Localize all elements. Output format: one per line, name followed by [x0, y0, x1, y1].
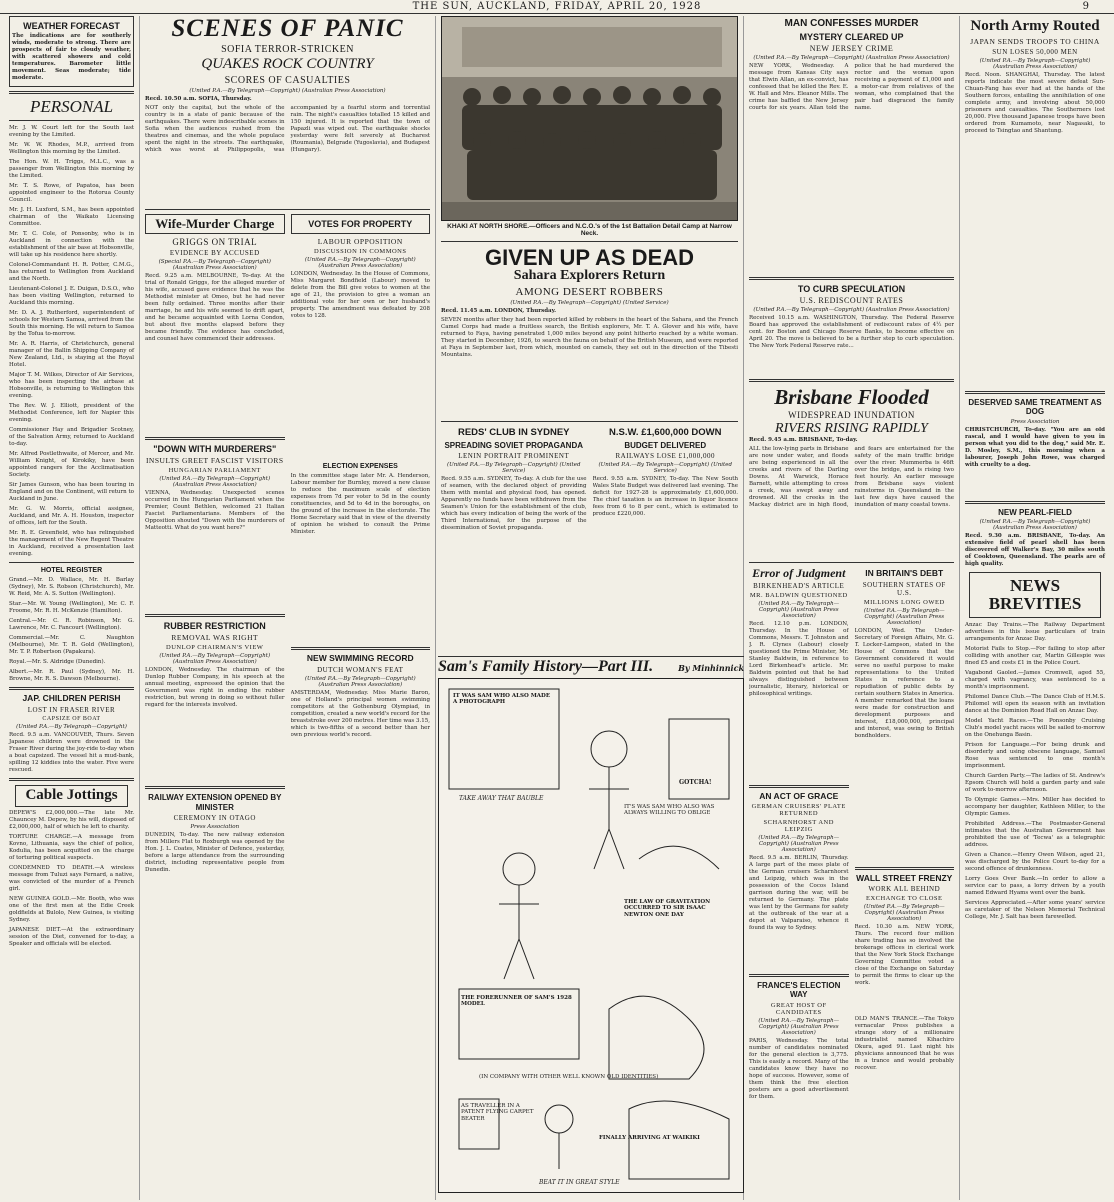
- rubber-sub: REMOVAL WAS RIGHT: [171, 633, 259, 643]
- murder-sub: MYSTERY CLEARED UP: [799, 31, 904, 42]
- scenes-credit: (United P.A.—By Telegraph—Copyright) (Australian Press Association): [189, 88, 386, 94]
- cartoon-block: [438, 656, 744, 1198]
- downwith-sub: INSULTS GREET FASCIST VISITORS: [145, 455, 284, 465]
- votes-sub2: DISCUSSION IN COMMONS: [314, 248, 407, 256]
- nsw-text: Recd. 9.55 a.m. SYDNEY, To-day. The New South Wales State Budget was delivered last evening. The deficit for 1927-28 is approximately £1,600,000. The chief taxation is an increase in liquor licence fees from 6 to 8 per cent., which is estimated to produce £220,000.: [592, 475, 738, 517]
- cartoon-label-3: THE LAW OF GRAVITATION OCCURRED TO SIR ISAAC NEWTON ONE DAY: [624, 898, 711, 918]
- cartoon-label-4: IT'S WAS SAM WHO ALSO WAS ALWAYS WILLING TO OBLIGE: [624, 803, 715, 817]
- grace-heading: AN ACT OF GRACE: [759, 790, 839, 801]
- error-sub: BIRKENHEAD'S ARTICLE: [753, 581, 845, 590]
- jap-credit: (United P.A.—By Telegraph—Copyright): [16, 724, 127, 730]
- brevities-list: [965, 622, 1105, 921]
- personal-heading: PERSONAL: [29, 97, 114, 117]
- reds-heading: REDS' CLUB IN SYDNEY: [457, 426, 570, 438]
- cartoon-label-1: IT WAS SAM WHO ALSO MADE A PHOTOGRAPH: [453, 692, 551, 706]
- dead-heading: GIVEN UP AS DEAD: [484, 245, 695, 270]
- swim-sub: DUTCH WOMAN'S FEAT: [317, 666, 404, 675]
- column-1: [4, 16, 140, 1200]
- personal-item: Mr. T. C. Cole, of Ponsonby, who is in Auckland in connection with the establishment of the air base at Hobsonville, will take up his residence here shortly.: [9, 231, 134, 259]
- scenes-text: NOT only the capital, but the whole of the country is in a state of panic because of the earthquakes. There were indescribable scenes in Sofia when the audiences rushed from the theatres and cinemas, and the whole populace spent the night in the streets. The earthquake, which was worst at Philippopolis, was accompanied by a fearful storm and torrential rain. The night's casualties totalled 15 killed and 150 injured. It is reported that the town of Papazli was wiped out. The earthquake shocks yesterday were felt severely at Bucharest (Roumania), Belgrade (Yugoslavia), and Budapest (Hungary).: [145, 105, 430, 153]
- hotel-item: Star.—Mr. W. Young (Wellington), Mr. C. F. Froome, Mr. R. H. McKenzie (Hamilton).: [9, 601, 134, 615]
- swim-text: AMSTERDAM, Wednesday. Miss Marie Baron, one of Holland's principal women swimming competitors at the Gothenburg Olympiad, in competition, created a new world's record for the breaststroke over 200 metres. Her time was 3.15, which is two-fifths of a second better than her own previous world's record.: [290, 690, 430, 739]
- murder-text: NEW YORK, Wednesday. A message from Kansas City says that Elwin Allan, an ex-convict, has confessed that he killed the Rev. E. W. Hall and Mrs. Eleanor Mills. The crime has baffled the New Jersey courts for six years. Allan told the police that he had murdered the rector and the woman upon receiving a payment of £1,000 and a motor-car from relatives of the woman, who complained that the pair had disgraced the family name.: [749, 62, 954, 111]
- brevity-item: Prohibited Address.—The Postmaster-General intimates that the Australian Government has prohibited the use of 'Tecwa' as a telegraphic address.: [965, 820, 1105, 848]
- right-subcolumn: [291, 214, 431, 876]
- rubber-text: LONDON, Wednesday. The chairman of the Dunlop Rubber Company, in his speech at the annual meeting, expressed the opinion that the Government was right in ending the rubber restriction, but wrong in doing so without fuller regard for the interests involved.: [145, 667, 285, 709]
- grace-credit: (United P.A.—By Telegraph—Copyright) (Australian Press Association): [758, 835, 840, 854]
- brisbane-text: ALL the low-lying parts in Brisbane are now under water, and floods are being experienced in all the creeks and rivers of the Darling Downs. At Warwick, Horace Barnett, while attempting to cross a creek, was swept away and drowned. All the creeks in the Mackay district are in high flood, and fears are entertained for the safety of the main traffic bridge over the river. Mummerba is 46ft over the bridge, and is rising two feet hourly. An earlier message from Brisbane says violent rainstorms in Queensland in the last few days have caused the inundation of many coastal towns.: [749, 445, 954, 508]
- dog-text: CHRISTCHURCH, To-day. "You are an old rascal, and I would have given to you in person what you did to the dog," said Mr. E. D. Mosley, S.M., this morning when a labourer, Joseph John Rowe, was charged with cruelty to a dog.: [965, 426, 1105, 468]
- murder-heading: MAN CONFESSES MURDER: [784, 18, 919, 29]
- brisbane-heading: Brisbane Flooded: [774, 385, 929, 410]
- personal-item: Mr. Alfred Postlethwaite, of Mercer, and Mr. William Knight, of Kirokiky, have been appointed rangers for the Acclimatisation Society.: [9, 451, 134, 479]
- brisbane-dateline: Recd. 9.45 a.m. BRISBANE, To-day.: [749, 436, 858, 443]
- france-text: PARIS, Wednesday. The total number of candidates nominated for the general election is 3,775. This is easily a record. Many of the candidates know they have no hope of success. However, some of them think the free election posters are a good advertisement for them.: [749, 1037, 849, 1100]
- debt-sub2: MILLIONS LONG OWED: [863, 598, 945, 606]
- jap-sub: LOST IN FRASER RIVER: [27, 706, 116, 714]
- personal-item: Mr. A. R. Harris, of Christchurch, general manager of the Ballin Shipping Company of New Zealand, Ltd., is staying at the Royal Hotel.: [9, 341, 134, 369]
- army-heading: North Army Routed: [970, 18, 1100, 34]
- votes-text: LONDON, Wednesday. In the House of Commons, Miss Margaret Bondfield (Labour) moved to delete from the Bill give votes to women at the age of 21, the provision to give a woman an additional vote for her own or her husband's property. The amendment was defeated by 208 votes to 128.: [290, 271, 430, 320]
- personal-item: The Hon. W. H. Triggs, M.L.C., was a passenger from Wellington this morning by the Limited.: [9, 159, 134, 180]
- reds-sub2: LENIN PORTRAIT PROMINENT: [458, 451, 570, 460]
- brevity-item: Anzac Day Trains.—The Railway Department advertises in this issue particulars of train arrangements for Anzac Day.: [965, 621, 1105, 642]
- swim-credit: (United P.A.—By Telegraph—Copyright) (Australian Press Association): [304, 676, 416, 689]
- cartoon-label-7: FINALLY ARRIVING AT WAIKIKI: [599, 1134, 700, 1141]
- wallst-sub: WORK ALL BEHIND: [868, 885, 941, 894]
- jap-sub2: CAPSIZE OF BOAT: [42, 716, 101, 722]
- right-subcolumn: [855, 567, 955, 1103]
- army-sub: JAPAN SENDS TROOPS TO CHINA: [970, 37, 1100, 47]
- rubber-heading: RUBBER RESTRICTION: [163, 620, 266, 631]
- personal-item: Mr. J. W. Court left for the South last evening by the Limited.: [9, 125, 134, 139]
- hotel-item: Central.—Mr. C. R. Robinson, Mr. G. Lawrence, Mr. C. Fancourt (Wellington).: [9, 618, 134, 632]
- hotel-heading: HOTEL REGISTER: [40, 567, 103, 575]
- brevity-item: Vagabond Gaoled.—James Cromwell, aged 55, charged with vagrancy, was sentenced to a month's imprisonment.: [965, 669, 1105, 690]
- weather-text: The indications are for southerly winds, moderate to strong. There are prospects of fair to cloudy weather, with scattered showers and cold temperatures. Barometer little movement. Seas moderate; tide moderate.: [12, 33, 131, 82]
- railway-credit: Press Association: [190, 823, 240, 830]
- error-heading: Error of Judgment: [752, 566, 846, 580]
- nsw-sub: BUDGET DELIVERED: [624, 440, 707, 450]
- cable-list: [9, 810, 134, 948]
- swim-heading: NEW SWIMMING RECORD: [306, 653, 414, 664]
- cable-heading-box: [15, 785, 128, 807]
- wallst-sub2: EXCHANGE TO CLOSE: [865, 895, 943, 903]
- dog-heading: DESERVED SAME TREATMENT AS DOG: [968, 398, 1102, 417]
- cable-item: TORTURE CHARGE.—A message from Kovno, Lithuania, says the chief of police, Kodulia, has been acquitted on the charge of torturing political suspects.: [9, 833, 134, 861]
- nsw-sub2: RAILWAYS LOSE £1,000,000: [615, 451, 715, 460]
- wife-sub2: EVIDENCE BY ACCUSED: [169, 248, 260, 257]
- column-5: [960, 16, 1110, 1200]
- hotel-item: Royal.—Mr. S. Aldridge (Dunedin).: [9, 659, 106, 666]
- personal-item: Commissioner Hay and Brigadier Scotney, of the Salvation Army, returned to Auckland to-day.: [9, 427, 134, 448]
- grace-text: Recd. 9.5 a.m. BERLIN, Thursday. A large part of the mess plate of the German cruisers Scharnhorst and Leipzig, which was in the possession of the Cocos Island garrison during the war, will be returned to Germany. The plate was lent by the Germans for safety at the outbreak of the war at a depot at Valparaiso, whence it found its way to Sydney.: [749, 855, 849, 932]
- curb-text: Received 10.15 a.m. WASHINGTON, Thursday. The Federal Reserve Board has approved the establishment of rediscount rates of 4½ per cent. for Boston and Chicago Reserve Banks, to become effective on April 20. The move is believed to be a further step to curb speculation. The New York Federal Reserve rate...: [749, 315, 954, 350]
- scenes-sub: SOFIA TERROR-STRICKEN: [221, 44, 354, 56]
- rubber-sub2: DUNLOP CHAIRMAN'S VIEW: [166, 644, 264, 652]
- cartoon-label-2: TAKE AWAY THAT BAUBLE: [459, 794, 544, 802]
- downwith-text: VIENNA, Wednesday. Unexpected scenes occurred in the Hungarian Parliament when the Premier, Count Bethlen, welcomed 21 Italian Fascist Parliamentarians. Members of the Opposition shouted "Down with the murderers of Matteotti. What do you want here?": [145, 489, 285, 531]
- wallst-credit: (United P.A.—By Telegraph—Copyright) (Australian Press Association): [863, 904, 945, 923]
- brevity-item: Prison for Language.—For being drunk and disorderly and using obscene language, Samuel Rose was sentenced to one month's imprisonment.: [965, 741, 1105, 769]
- cable-item: CONDEMNED TO DEATH.—A wireless message from Tuluzi says Fernard, a native, was convicted of the murder of a French girl.: [9, 864, 134, 892]
- photo-image: [442, 17, 738, 221]
- personal-item: Mr. W. W. Rhodes, M.P., arrived from Wellington this morning by the Limited.: [9, 142, 134, 156]
- brevity-item: Church Garden Party.—The ladies of St. Andrew's Epsom Church will hold a garden party and sale of work to-morrow afternoon.: [965, 772, 1105, 793]
- brevities-heading: NEWS BREVITIES: [988, 575, 1082, 613]
- wife-sub: GRIGGS ON TRIAL: [172, 236, 258, 247]
- railway-sub: CEREMONY IN OTAGO: [173, 813, 256, 822]
- cable-item: NEW GUINEA GOLD.—Mr. Booth, who was one of the first men at the Edie Creek goldfields at Bulolo, New Guinea, is visiting Sydney.: [9, 895, 134, 923]
- jap-heading: JAP. CHILDREN PERISH: [22, 693, 121, 704]
- cartoon-panel: [438, 678, 744, 1193]
- hotel-item: Albert.—Mr. R. Paul (Sydney), Mr. H. Browne, Mr. R. S. Dawson (Melbourne).: [9, 669, 134, 683]
- personal-item: Mr. D. A. J. Rutherford, superintendent of schools for Western Samoa, arrived from the South this morning. He will return to Samoa by the Tofua to-morrow.: [9, 310, 135, 338]
- downwith-sub2: HUNGARIAN PARLIAMENT: [168, 466, 261, 474]
- cartoon-byline: By Minhinnick: [678, 663, 744, 673]
- downwith-heading: "DOWN WITH MURDERERS": [153, 443, 277, 454]
- cartoon-heading: Sam's Family History—Part III.: [438, 658, 654, 675]
- dog-credit: Press Association: [1010, 418, 1060, 425]
- brevities-box: [969, 572, 1101, 618]
- wallst-heading: WALL STREET FRENZY: [856, 872, 953, 883]
- france-credit: (United P.A.—By Telegraph—Copyright) (Australian Press Association): [758, 1017, 840, 1036]
- wife-heading-box: [145, 214, 285, 234]
- brevity-item: Model Yacht Races.—The Ponsonby Cruising Club's model yacht races will be sailed to-morrow on the Onehunga Basin.: [965, 717, 1105, 738]
- cartoon-label-6: AS TRAVELLER IN A PATENT FLYING CARPET BEATER: [461, 1102, 534, 1122]
- debt-credit: (United P.A.—By Telegraph—Copyright) (Australian Press Association): [863, 607, 945, 626]
- personal-item: Mr. G. W. Morris, official assignee, Auckland, and Mr. A. H. Houston, inspector of offices, left for the South.: [9, 506, 134, 527]
- reds-story: [441, 426, 587, 638]
- left-subcolumn: [749, 567, 849, 1103]
- pearl-text: Recd. 9.30 a.m. BRISBANE, To-day. An extensive field of pearl shell has been discovered off Walker's Bay, 30 miles south of Cooktown, Queensland. The pearls are of high quality.: [965, 532, 1105, 567]
- france-heading: FRANCE'S ELECTION WAY: [757, 981, 841, 1000]
- column-4: [744, 16, 960, 1200]
- votes-heading: VOTES FOR PROPERTY: [308, 219, 413, 229]
- murder-sub2: NEW JERSEY CRIME: [809, 43, 894, 53]
- cable-item: DEPEW'S £2,000,000.—The late Mr. Chauncey M. Depew, by his will, disposed of £2,000,000, half of which he left to charity.: [9, 809, 134, 830]
- reds-sub: SPREADING SOVIET PROPAGANDA: [444, 440, 584, 450]
- pearl-heading: NEW PEARL-FIELD: [998, 507, 1072, 517]
- cartoon-label-5: THE FORERUNNER OF SAM'S 1928 MODEL: [461, 994, 572, 1008]
- brevity-item: To Olympic Games.—Mrs. Miller has decided to accompany her daughter, Kathleen Miller, to the Olympic Games.: [965, 796, 1105, 817]
- hotel-list: [9, 577, 134, 683]
- rubber-credit: (United P.A.—By Telegraph—Copyright) (Australian Press Association): [159, 653, 271, 666]
- jap-text: Recd. 9.5 a.m. VANCOUVER, Thurs. Seven Japanese children were drowned in the Fraser River during the joy-ride to-day when a boat capsized. The vessel hit a mud-bank, spilling 12 kiddies into the water. Five were rescued.: [9, 732, 134, 773]
- dead-sub: Sahara Explorers Return: [513, 268, 666, 284]
- dead-sub2: AMONG DESERT ROBBERS: [515, 285, 664, 298]
- personal-item: Sir James Gunson, who has been touring in England and on the Continent, will return to Auckland in June.: [9, 482, 134, 503]
- hotel-item: Grand.—Mr. D. Wallace, Mr. H. Barlay (Sydney), Mr. S. Robson (Christchurch), Mr. W. Reid, Mr. A. S. Sutton (Wellington).: [9, 577, 134, 598]
- left-subcolumn: [145, 214, 285, 876]
- army-sub2: SUN LOSES 50,000 MEN: [992, 48, 1078, 57]
- wife-credit: (Special P.A.—By Telegraph—Copyright) (Australian Press Association): [158, 258, 271, 271]
- pearl-credit: (United P.A.—By Telegraph—Copyright) (Australian Press Association): [979, 518, 1091, 531]
- dead-text: SEVEN months after they had been reported killed by robbers in the heart of the Sahara, and the French Camel Corps had made a fruitless search, the British explorers, Mr. T. A. Glover and his wife, have returned to Faya, having penetrated 1,000 miles beyond any point hitherto reached by a white woman. They started in December, 1926, to search the fauna on behalf of the British Museum, and were reported at Faya in September last, from which, mounted on camels, they set out in the direction of the Tibesti Mountains.: [441, 316, 738, 358]
- weather-box: [9, 16, 134, 87]
- hotel-item: Commercial.—Mr. C. Naughton (Melbourne), Mr. T. R. Gold (Wellington), Mr. T. P. Robertson (Papakura).: [9, 635, 134, 656]
- personal-item: Mr. T. S. Rowe, of Papatoa, has been appointed engineer to the Rotorua County Council.: [9, 183, 134, 204]
- cable-item: JAPANESE DIET.—At the extraordinary session of the Diet, convened for to-day, a Speaker and officials will be elected.: [9, 926, 134, 947]
- votes-sub: LABOUR OPPOSITION: [317, 237, 403, 247]
- murder-credit: (United P.A.—By Telegraph—Copyright) (Australian Press Association): [753, 54, 950, 61]
- dead-credit: (United P.A.—By Telegraph—Copyright) (United Service): [510, 299, 669, 306]
- brisbane-sub: WIDESPREAD INUNDATION: [788, 410, 915, 421]
- wife-text: Recd. 9.25 a.m. MELBOURNE, To-day. At the trial of Ronald Griggs, for the alleged murder of his wife, accused gave evidence that he was the Methodist minister at Omeo, but he had never been fully ordained. Three months after their marriage, he and his wife seemed to drift apart, and he became acquainted with Lorna Condon, but about five months elapsed before they became friendly. The evidence has concluded, and counsel have commenced their addresses.: [145, 272, 285, 342]
- scenes-sub3: SCORES OF CASUALTIES: [224, 75, 351, 86]
- personal-item: Mr. R. E. Greenfield, who has relinquished the management of the New Regent Theatre in Auckland, received a presentation last evening.: [9, 530, 134, 558]
- personal-item: Mr. J. H. Luxford, S.M., has been appointed chairman of the Waikato Licensing Committee.: [9, 207, 134, 228]
- wallst-text: Recd. 10.30 a.m. NEW YORK, Thurs. The record four million share trading has so involved the brokerage offices in clerical work that the New York Stock Exchange Governing Committee voted a close of the Exchange on Saturday to permit the firms to clear up the work.: [854, 924, 954, 987]
- army-text: Recd. Noon. SHANGHAI, Thursday. The latest reports indicate the most severe defeat Sun-Chuan-Fang has ever had at the hands of the Southern forces, entailing the annihilation of one complete army, and involving about 50,000 prisoners and casualties. The Southerners lost 20,000. Five thousand Japanese troops have been ordered from Kumamoto, near Nagasaki, to proceed to Tsingtao and Shantung.: [965, 72, 1105, 135]
- brevity-item: Services Appreciated.—After some years' service as caretaker of the Nelson Memorial Technical College, Mr. J. Salt has been farewelled.: [965, 899, 1105, 920]
- khaki-photo: [441, 16, 738, 221]
- curb-sub: U.S. REDISCOUNT RATES: [799, 296, 904, 306]
- grace-sub: GERMAN CRUISERS' PLATE RETURNED: [751, 803, 846, 818]
- reds-text: Recd. 9.55 a.m. SYDNEY, To-day. A club for the use of seamen, with the declared object of providing them with mental and physical food, has opened. Apparently no funds have been withdrawn from the Seamen's Union for the establishment of the club, which has every indication of being the work of the Third International, for the purpose of the dissemination of Soviet propaganda.: [441, 475, 587, 531]
- error-credit: (United P.A.—By Telegraph—Copyright) (Australian Press Association): [758, 600, 840, 619]
- curb-heading: TO CURB SPECULATION: [797, 283, 906, 294]
- cable-heading: Cable Jottings: [25, 787, 118, 803]
- votes-credit: (United P.A.—By Telegraph—Copyright) (Australian Press Association): [304, 257, 416, 270]
- brevity-item: Motorist Fails to Stop.—For failing to stop after colliding with another car, Martin Gillespie was fined £5 and costs £1 in the Police Court.: [965, 645, 1105, 666]
- curb-credit: (United P.A.—By Telegraph—Copyright) (Australian Press Association): [753, 307, 950, 314]
- debt-heading: IN BRITAIN'S DEBT: [865, 567, 944, 578]
- personal-list: [9, 125, 134, 558]
- cartoon-label-9: GOTCHA!: [679, 778, 712, 786]
- army-credit: (United P.A.—By Telegraph—Copyright) (Australian Press Association): [979, 58, 1091, 71]
- reds-credit: (United P.A.—By Telegraph—Copyright) (United Service): [446, 461, 581, 474]
- downwith-credit: (United P.A.—By Telegraph—Copyright) (Australian Press Association): [159, 475, 271, 488]
- scenes-dateline: Recd. 10.50 a.m. SOFIA, Thursday.: [145, 96, 252, 102]
- error-sub2: MR. BALDWIN QUESTIONED: [749, 591, 848, 599]
- nsw-credit: (United P.A.—By Telegraph—Copyright) (United Service): [598, 461, 733, 474]
- page-number: 9: [1082, 1, 1090, 12]
- personal-item: Major T. M. Wilkes, Director of Air Services, who has been inspecting the airbase at Hobsonville, is returning to Wellington this evening.: [9, 372, 134, 400]
- debt-text: LONDON, Wed. The Under-Secretary of Foreign Affairs, Mr. G. T. Locker-Lampson, stated in the House of Commons that the Government considered it would serve no useful purpose to make representations to the United States in reference to a repudiation of public debts by certain southern States in America. A member remarked that the loans were made for construction and development purposes and interest, £18,000,000, principal and interest, was owing to British bondholders.: [854, 627, 954, 739]
- grace-sub2: SCHARNHORST AND LEIPZIG: [763, 819, 834, 834]
- error-text: Recd. 12.10 p.m. LONDON, Thursday. In the House of Commons, Messrs. T. Johnston and J. R. Clynes (Labour) closely questioned the Prime Minister, Mr. Stanley Baldwin, in reference to Lord Birkenhead's article. Mr. Baldwin pointed out that he had always distinguished between journalistic, literary, historical or philosophical writings.: [749, 620, 849, 697]
- weather-heading: WEATHER FORECAST: [23, 21, 120, 31]
- personal-item: Colonel-Commandant H. R. Potter, C.M.G., has returned to Wellington from Auckland and the North.: [9, 262, 134, 283]
- debt-sub: SOUTHERN STATES OF U.S.: [862, 580, 946, 597]
- votes-heading-box: [291, 214, 431, 234]
- brevity-item: Given a Chance.—Henry Owen Wilson, aged 21, was discharged by the Police Court to-day for a second offence of drunkenness.: [965, 851, 1105, 872]
- election-text: In the committee stage later Mr. A. Henderson, Labour member for Burnley, moved a new clause to reduce the maximum scale of election expenses from 7d per voter to 5d in the county constituencies, and 5d to 4d in the boroughs, on the ground of the increase in the electorate. The Home Secretary said that in view of the diversity of opinion he wished to consult the Prime Minister.: [290, 473, 430, 536]
- brevity-item: Lorry Goes Over Bank.—In order to allow a service car to pass, a lorry driven by a youth named Edward Hyams went over the bank.: [965, 875, 1105, 896]
- personal-item: Lieutenant-Colonel J. E. Duigan, D.S.O., who has been visiting Wellington, returned to Auckland this morning.: [9, 286, 134, 307]
- election-heading: ELECTION EXPENSES: [322, 463, 398, 471]
- nsw-story: [593, 426, 739, 638]
- scenes-heading: SCENES OF PANIC: [171, 16, 404, 42]
- wife-heading: Wife-Murder Charge: [155, 216, 275, 231]
- cartoon-label-8: (IN COMPANY WITH OTHER WELL KNOWN OLD IDENTITIES): [479, 1073, 659, 1080]
- dead-dateline: Recd. 11.45 a.m. LONDON, Thursday.: [441, 307, 557, 314]
- brevity-item: Philomel Dance Club.—The Dance Club of H.M.S. Philomel will open its season with an invitation dance at the Dominion Road Hall on Anzac Day.: [965, 693, 1105, 714]
- personal-item: The Rev. W. J. Elliott, president of the Methodist Conference, left for Napier this evening.: [9, 403, 134, 424]
- brisbane-sub2: RIVERS RISING RAPIDLY: [775, 421, 928, 437]
- railway-heading: RAILWAY EXTENSION OPENED BY MINISTER: [148, 793, 282, 812]
- scenes-sub2: QUAKES ROCK COUNTRY: [201, 56, 374, 73]
- masthead: [0, 0, 1114, 14]
- photo-caption: KHAKI AT NORTH SHORE.—Officers and N.C.O.'s of the 1st Battalion Detail Camp at Narrow Neck.: [447, 223, 732, 237]
- nsw-heading: N.S.W. £1,600,000 DOWN: [609, 426, 722, 438]
- france-sub: GREAT HOST OF CANDIDATES: [770, 1001, 827, 1016]
- masthead-title: THE SUN, AUCKLAND, FRIDAY, APRIL 20, 1928: [412, 1, 702, 12]
- oldman-text: OLD MAN'S TRANCE.—The Tokyo vernacular Press publishes a strange story of a millionaire industrialist named Kihachiro Okura, aged 91. Last night his physicians announced that he was in a trance and would probably recover.: [854, 1016, 954, 1072]
- railway-text: DUNEDIN, To-day. The new railway extension from Millers Flat to Roxburgh was opened by the Hon. J. L. Coates, Minister of Defence, yesterday, before a large attendance from the surrounding district, including representative people from Dunedin.: [145, 831, 285, 873]
- cartoon-label-10: BEAT IT IN GREAT STYLE: [539, 1178, 620, 1186]
- column-2: [140, 16, 436, 1200]
